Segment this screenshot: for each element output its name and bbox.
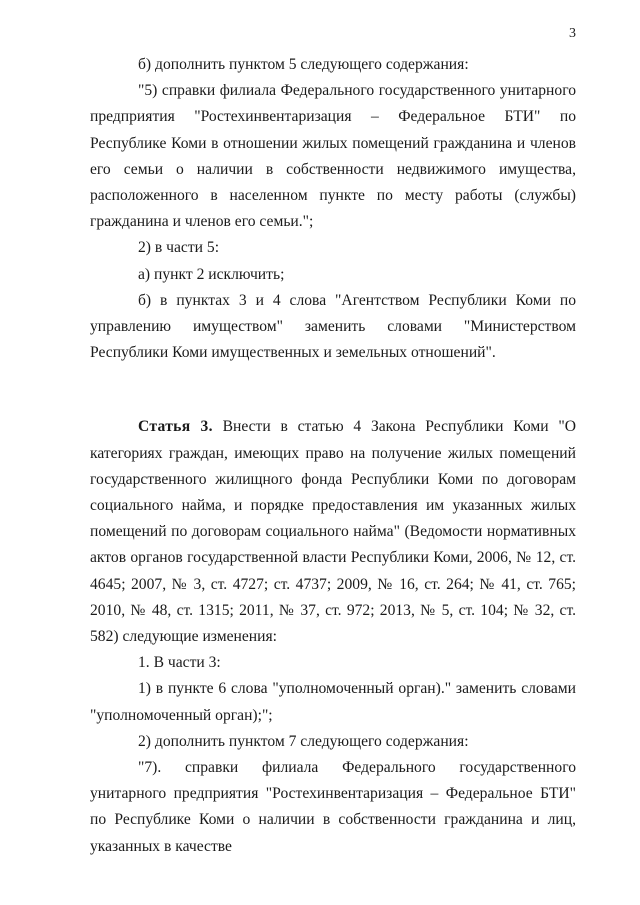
section-gap bbox=[90, 366, 576, 414]
page-number: 3 bbox=[569, 26, 576, 41]
paragraph: б) в пунктах 3 и 4 слова "Агентством Республики Коми по управлению имуществом" заменить словами "Министерством Республики Коми имущественных и земельных отношений". bbox=[90, 291, 576, 362]
paragraph: 2) в части 5: bbox=[138, 239, 220, 257]
document-body bbox=[90, 52, 576, 860]
paragraph: "7). справки филиала Федерального государственного унитарного предприятия "Ростехинвентаризация – Федеральное БТИ" по Республике Коми о наличии в собственности гражданина и лиц, указанных в качестве bbox=[90, 759, 576, 855]
paragraph: б) дополнить пунктом 5 следующего содержания: bbox=[138, 56, 469, 73]
paragraph: 1. В части 3: bbox=[138, 654, 221, 672]
paragraph: 2) дополнить пунктом 7 следующего содержания: bbox=[138, 732, 469, 750]
paragraph: а) пункт 2 исключить; bbox=[138, 265, 285, 283]
paragraph: "5) справки филиала Федерального государственного унитарного предприятия "Ростехинвентаризация – Федеральное БТИ" по Республике Коми в отношении жилых помещений гражданина и членов его семьи о наличии в собственности недвижимого имущества, расположенного в населенном пункте по месту работы (службы) гражданина и членов его семьи."; bbox=[90, 82, 576, 231]
paragraph: 1) в пункте 6 слова "уполномоченный орган)." заменить словами "уполномоченный орган);"; bbox=[90, 680, 576, 724]
article-text: Внести в статью 4 Закона Республики Коми "О категориях граждан, имеющих право на получение жилых помещений государственного жилищного фонда Республики Коми по договорам социального найма, и порядке предоставления им указанных жилых помещений по договорам социального найма" (Ведомости нормативных актов органов государственной власти Республики Коми, 2006, № 12, ст. 4645; 2007, № 3, ст. 4727; ст. 4737; 2009, № 16, ст. 264; № 41, ст. 765; 2010, № 48, ст. 1315; 2011, № 37, ст. 972; 2013, № 5, ст. 104; № 32, ст. 582) следующие изменения: bbox=[90, 418, 577, 646]
article-title: Статья 3. bbox=[138, 418, 213, 436]
article-paragraph bbox=[90, 414, 576, 650]
